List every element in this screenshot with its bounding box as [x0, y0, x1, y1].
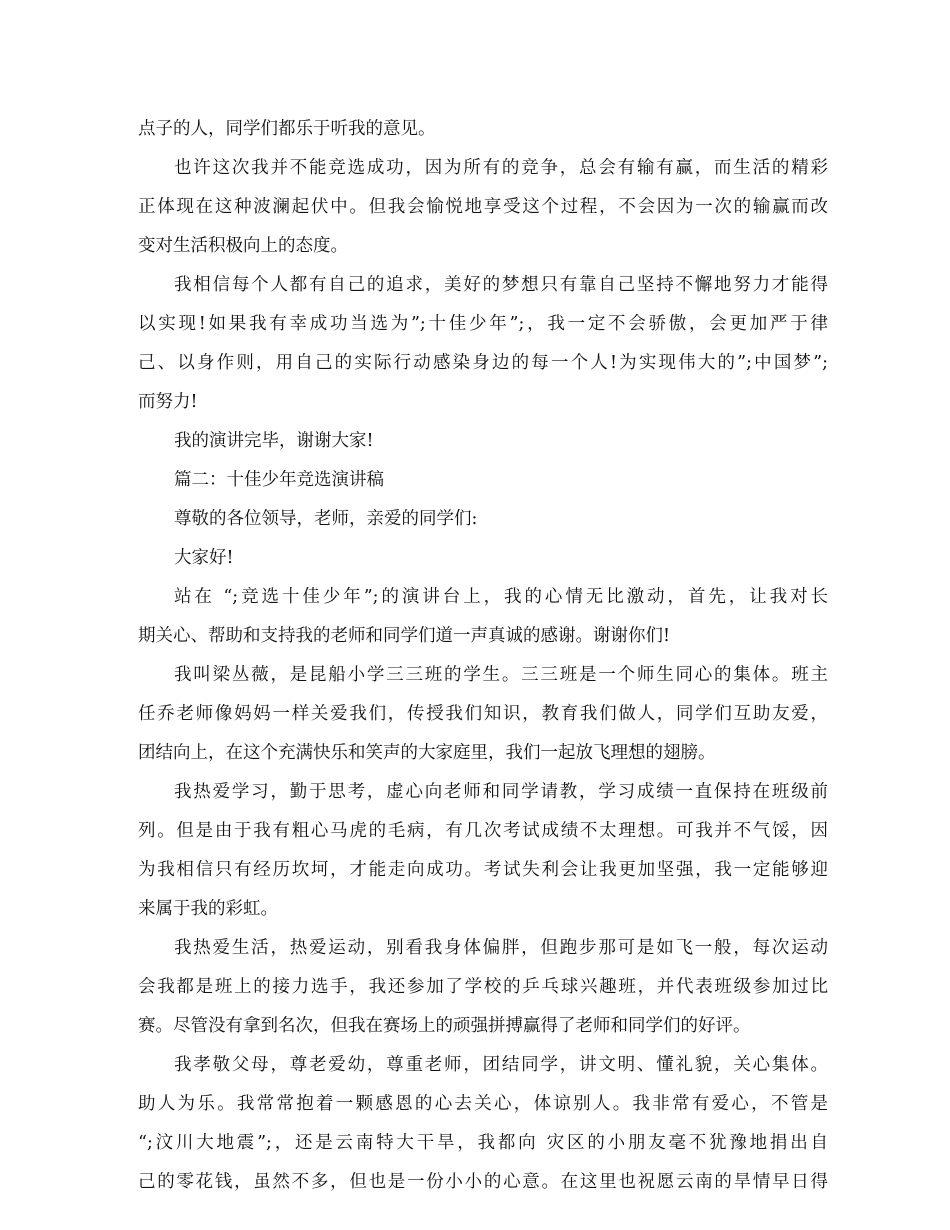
- text-line: 助人为乐。我常常抱着一颗感恩的心去关心，体谅别人。我非常有爱心，不管是: [138, 1094, 828, 1114]
- greeting: 大家好!: [174, 548, 234, 568]
- text-line: 以实现!如果我有幸成功当选为”;十佳少年”;，我一定不会骄傲，会更加严于律: [138, 314, 828, 334]
- text-line: 为我相信只有经历坎坷，才能走向成功。考试失利会让我更加坚强，我一定能够迎: [138, 860, 828, 880]
- document-page: [138, 110, 828, 1202]
- paragraph-line: 我相信每个人都有自己的追求，美好的梦想只有靠自己坚持不懈地努力才能得: [174, 275, 828, 295]
- text-line: 赛。尽管没有拿到名次，但我在赛场上的顽强拼搏赢得了老师和同学们的好评。: [138, 1016, 751, 1036]
- text-line: 己的零花钱，虽然不多，但也是一份小小的心意。在这里也祝愿云南的旱情早日得: [138, 1172, 828, 1192]
- text-line: 而努力!: [138, 392, 198, 412]
- text-line: 期关心、帮助和支持我的老师和同学们道一声真诚的感谢。谢谢你们!: [138, 626, 671, 646]
- paragraph-line: 站在 “;竞选十佳少年”;的演讲台上，我的心情无比激动，首先，让我对长: [174, 587, 828, 607]
- paragraph-line: 我热爱生活，热爱运动，别看我身体偏胖，但跑步那可是如飞一般，每次运动: [174, 938, 828, 958]
- text-line: 己、以身作则，用自己的实际行动感染身边的每一个人!为实现伟大的”;中国梦”;: [138, 353, 828, 373]
- text-line: “;汶川大地震”;，还是云南特大干旱，我都向 灾区的小朋友毫不犹豫地捐出自: [138, 1133, 828, 1153]
- text-line: 变对生活积极向上的态度。: [138, 236, 348, 256]
- text-line: 团结向上，在这个充满快乐和笑声的大家庭里，我们一起放飞理想的翅膀。: [138, 743, 716, 763]
- paragraph-line: 也许这次我并不能竞选成功，因为所有的竞争，总会有输有赢，而生活的精彩: [174, 158, 828, 178]
- text-line: 任乔老师像妈妈一样关爱我们，传授我们知识，教育我们做人，同学们互助友爱，: [138, 704, 828, 724]
- salutation: 尊敬的各位领导，老师，亲爱的同学们:: [174, 509, 478, 529]
- section-heading: 篇二：十佳少年竞选演讲稿: [174, 470, 384, 490]
- paragraph-line: 我叫梁丛薇，是昆船小学三三班的学生。三三班是一个师生同心的集体。班主: [174, 665, 828, 685]
- text-line: 正体现在这种波澜起伏中。但我会愉悦地享受这个过程，不会因为一次的输赢而改: [138, 197, 828, 217]
- text-line: 会我都是班上的接力选手，我还参加了学校的乒乓球兴趣班，并代表班级参加过比: [138, 977, 828, 997]
- text-line: 来属于我的彩虹。: [138, 899, 278, 919]
- paragraph-line: 我孝敬父母，尊老爱幼，尊重老师，团结同学，讲文明、懂礼貌，关心集体。: [174, 1055, 828, 1075]
- paragraph-line: 我的演讲完毕，谢谢大家!: [174, 431, 374, 451]
- paragraph-line: 我热爱学习，勤于思考，虚心向老师和同学请教，学习成绩一直保持在班级前: [174, 782, 828, 802]
- text-line: 列。但是由于我有粗心马虎的毛病，有几次考试成绩不太理想。可我并不气馁，因: [138, 821, 828, 841]
- text-line: 点子的人，同学们都乐于听我的意见。: [138, 119, 436, 139]
